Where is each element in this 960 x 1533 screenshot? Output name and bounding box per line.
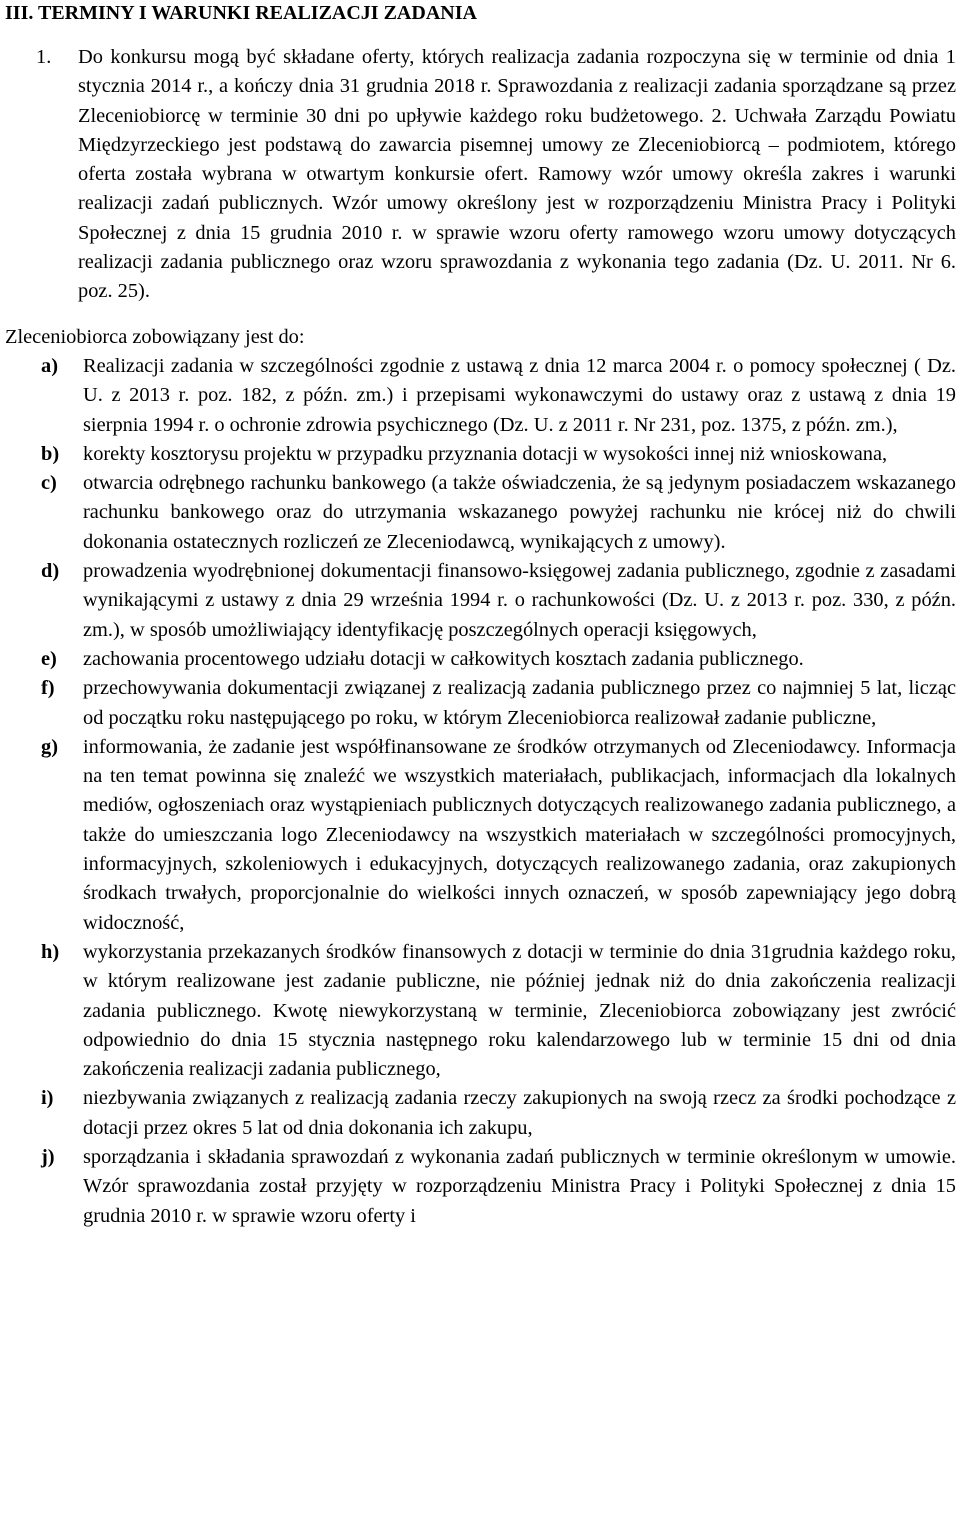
obligation-label: e) — [41, 647, 57, 670]
obligation-item-d — [41, 557, 956, 645]
obligation-text: korekty kosztorysu projektu w przypadku przyznania dotacji w wysokości innej niż wnioskowana, — [83, 442, 888, 465]
obligation-label: b) — [41, 442, 60, 465]
numbered-item-text: Do konkursu mogą być składane oferty, których realizacja zadania rozpoczyna się w terminie od dnia 1 stycznia 2014 r., a kończy dnia 31 grudnia 2018 r. Sprawozdania z realizacji zadania sporządzane są przez Zleceniobiorcę w terminie 30 dni po upływie każdego roku budżetowego. 2. Uchwała Zarządu Powiatu Międzyrzeckiego jest podstawą do zawarcia pisemnej umowy ze Zleceniobiorcą – podmiotem, którego oferta została wybrana w otwartym konkursie ofert. Ramowy wzór umowy określa zakres i warunki realizacji zadań publicznych. Wzór umowy określony jest w rozporządzeniu Ministra Pracy i Polityki Społecznej z dnia 15 grudnia 2010 r. w sprawie wzoru oferty ramowego wzoru umowy dotyczących realizacji zadania publicznego oraz wzoru sprawozdania z wykonania tego zadania (Dz. U. 2011. Nr 6. poz. 25). — [78, 46, 956, 303]
obligation-text: zachowania procentowego udziału dotacji w całkowitych kosztach zadania publicznego. — [83, 647, 804, 670]
obligation-label: c) — [41, 472, 57, 495]
obligation-text: niezbywania związanych z realizacją zadania rzeczy zakupionych na swoją rzecz za środki pochodzące z dotacji przez okres 5 lat od dnia dokonania ich zakupu, — [83, 1087, 956, 1139]
obligation-label: a) — [41, 354, 58, 377]
obligation-item-c — [41, 469, 956, 557]
obligation-text: informowania, że zadanie jest współfinansowane ze środków otrzymanych od Zleceniodawcy. Informacja na ten temat powinna się znaleźć we wszystkich materiałach, publikacjach, informacjach dla lokalnych mediów, ogłoszeniach oraz wystąpieniach publicznych dotyczących realizowanego zadania publicznego, a także do umieszczania logo Zleceniodawcy na wszystkich materiałach w szczególności promocyjnych, informacyjnych, szkoleniowych i edukacyjnych, dotyczących realizowanego zadania, oraz zakupionych środkach trwałych, proporcjonalnie do wielkości innych oznaczeń, w sposób zapewniający jego dobrą widoczność, — [83, 735, 956, 934]
obligation-text: wykorzystania przekazanych środków finansowych z dotacji w terminie do dnia 31grudnia każdego roku, w którym realizowane jest zadanie publiczne, nie później jednak niż do dnia zakończenia realizacji zadania publicznego. Kwotę niewykorzystaną w terminie, Zleceniobiorca zobowiązany jest zwrócić odpowiednio do dnia 15 stycznia następnego roku kalendarzowego lub w terminie 15 dni od dnia zakończenia realizacji zadania publicznego, — [83, 940, 956, 1081]
numbered-item-1 — [36, 43, 956, 307]
obligation-label: j) — [41, 1145, 55, 1168]
obligation-label: d) — [41, 560, 60, 583]
obligation-item-j — [41, 1143, 956, 1231]
obligations-intro: Zleceniobiorca zobowiązany jest do: — [5, 325, 305, 348]
obligation-text: sporządzania i składania sprawozdań z wykonania zadań publicznych w terminie określonym w umowie. Wzór sprawozdania został przyjęty w rozporządzeniu Ministra Pracy i Polityki Społecznej z dnia 15 grudnia 2010 r. w sprawie wzoru oferty i — [83, 1145, 956, 1227]
obligation-item-e — [41, 645, 956, 674]
obligation-text: przechowywania dokumentacji związanej z realizacją zadania publicznego przez co najmniej 5 lat, licząc od początku roku następującego po roku, w którym Zleceniobiorca realizował zadanie publiczne, — [83, 677, 956, 729]
obligation-text: Realizacji zadania w szczególności zgodnie z ustawą z dnia 12 marca 2004 r. o pomocy społecznej ( Dz. U. z 2013 r. poz. 182, z późn. zm.) i przepisami wykonawczymi do ustawy oraz z ustawą z dnia 19 sierpnia 1994 r. o ochronie zdrowia psychicznego (Dz. U. z 2011 r. Nr 231, poz. 1375, z późn. zm.), — [83, 354, 956, 436]
obligation-item-g — [41, 733, 956, 938]
section-heading: III. TERMINY I WARUNKI REALIZACJI ZADANIA — [5, 2, 477, 24]
obligation-text: otwarcia odrębnego rachunku bankowego (a także oświadczenia, że są jedynym posiadaczem wskazanego rachunku bankowego oraz do utrzymania wskazanego powyżej rachunku nie krócej niż do chwili dokonania ostatecznych rozliczeń ze Zleceniodawcą, wynikających z umowy). — [83, 472, 956, 553]
obligation-label: f) — [41, 677, 55, 700]
obligation-item-a — [41, 352, 956, 440]
obligation-item-h — [41, 938, 956, 1084]
obligation-text: prowadzenia wyodrębnionej dokumentacji finansowo-księgowej zadania publicznego, zgodnie z zasadami wynikającymi z ustawy z dnia 29 września 1994 r. o rachunkowości (Dz. U. z 2013 r. poz. 330, z późn. zm.), w sposób umożliwiający identyfikację poszczególnych operacji księgowych, — [83, 560, 956, 641]
obligation-item-i — [41, 1084, 956, 1143]
obligation-label: i) — [41, 1087, 54, 1110]
obligation-label: h) — [41, 940, 60, 963]
obligation-item-b — [41, 440, 956, 469]
numbered-item-label: 1. — [36, 46, 52, 68]
obligation-item-f — [41, 674, 956, 733]
obligation-label: g) — [41, 735, 58, 758]
